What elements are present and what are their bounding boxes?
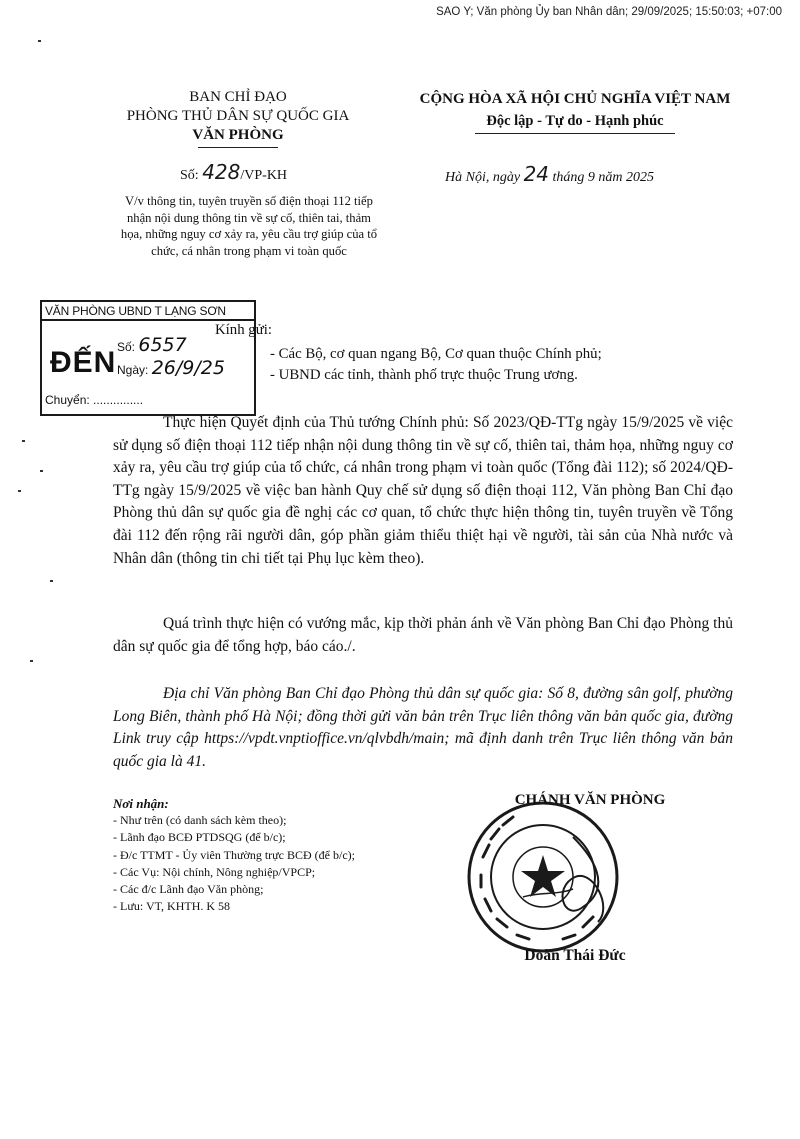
- issuer-line-2: PHÒNG THỦ DÂN SỰ QUỐC GIA: [126, 108, 350, 124]
- recipient-item: - UBND các tỉnh, thành phố trực thuộc Trung ương.: [270, 367, 578, 383]
- received-stamp-date: [117, 357, 225, 379]
- issuer-line-1: BAN CHỈ ĐẠO: [189, 89, 287, 105]
- body-paragraph-address: Địa chỉ Văn phòng Ban Chỉ đạo Phòng thủ dân sự quốc gia: Số 8, đường sân golf, phường Long Biên, thành phố Hà Nội; đồng thời gửi văn bản trên Trục liên thông văn bản quốc gia, đường Link truy cập https://vpdt.vnptioffice.vn/qlvbdh/main; mã định danh trên Trục liên thông văn bản quốc gia là 41.: [113, 685, 733, 770]
- doc-number-prefix: Số:: [180, 168, 203, 183]
- scan-speck: [50, 580, 53, 582]
- national-divider: [475, 133, 675, 134]
- distribution-item: - Các Vụ: Nội chính, Nông nghiệp/VPCP;: [113, 864, 316, 879]
- place-date-suffix: tháng 9 năm 2025: [549, 170, 655, 185]
- received-stamp-number: [117, 334, 187, 356]
- body-paragraph-2: Quá trình thực hiện có vướng mắc, kịp thời phản ánh về Văn phòng Ban Chỉ đạo Phòng thủ dân sự quốc gia để tổng hợp, báo cáo./.: [113, 615, 733, 655]
- national-header: [395, 88, 755, 134]
- received-stamp-date-label: Ngày:: [117, 363, 152, 377]
- scan-speck: [18, 490, 21, 492]
- received-stamp-den: ĐẾN: [50, 346, 117, 379]
- official-seal-icon: [463, 797, 623, 957]
- body-paragraph-1: Thực hiện Quyết định của Thủ tướng Chính phủ: Số 2023/QĐ-TTg ngày 15/9/2025 về việc sử dụng số điện thoại 112 tiếp nhận nội dung thông tin về sự cố, thiên tai, thảm họa, những nguy cơ xảy ra, yêu cầu trợ giúp của tổ chức, cá nhân trong phạm vi toàn quốc (Tổng đài 112); số 2024/QĐ-TTg ngày 15/9/2025 về việc ban hành Quy chế sử dụng số điện thoại 112, Văn phòng Ban Chỉ đạo Phòng thủ dân sự quốc gia đề nghị các cơ quan, tổ chức thực hiện thông tin, tuyên truyền về Tổng đài 112 đến rộng rãi người dân, góp phần giảm thiểu thiệt hại về người, tài sản của Nhà nước và Nhân dân (thông tin chi tiết tại Phụ lục kèm theo).: [113, 414, 733, 567]
- received-stamp: [40, 300, 256, 416]
- national-motto: Độc lập - Tự do - Hạnh phúc: [486, 113, 664, 129]
- doc-number-suffix: /VP-KH: [240, 168, 288, 183]
- received-stamp-transfer: Chuyển: ...............: [45, 393, 144, 407]
- distribution-list: [113, 795, 453, 915]
- distribution-item: - Lãnh đạo BCĐ PTDSQG (để b/c);: [113, 830, 286, 845]
- document-number: [180, 160, 287, 184]
- place-date-prefix: Hà Nội, ngày: [445, 170, 524, 185]
- doc-number-value: 428: [202, 160, 241, 184]
- issuer-header: [118, 88, 358, 148]
- recipient-item: - Các Bộ, cơ quan ngang Bộ, Cơ quan thuộc Chính phủ;: [270, 346, 602, 362]
- issuer-divider: [198, 147, 278, 148]
- recipients-label: Kính gửi:: [215, 322, 272, 338]
- received-stamp-title: VĂN PHÒNG UBND T LẠNG SƠN: [45, 304, 226, 318]
- distribution-title: Nơi nhận:: [113, 796, 169, 811]
- scan-speck: [40, 470, 43, 472]
- signer-name: Doãn Thái Đức: [524, 947, 626, 964]
- received-stamp-number-label: Số:: [117, 340, 139, 354]
- place-date: [445, 162, 654, 186]
- distribution-item: - Như trên (có danh sách kèm theo);: [113, 813, 287, 828]
- subject-line: V/v thông tin, tuyên truyền số điện thoại 112 tiếp nhận nội dung thông tin về sự cố, thiên tai, thảm họa, những nguy cơ xảy ra, yêu cầu trợ giúp của tổ chức, cá nhân trong phạm vi toàn quốc: [120, 194, 378, 258]
- signer-title: CHÁNH VĂN PHÒNG: [514, 792, 666, 808]
- issuer-line-3: VĂN PHÒNG: [192, 127, 284, 143]
- distribution-item: - Đ/c TTMT - Ủy viên Thường trực BCĐ (để b/c);: [113, 847, 355, 862]
- received-stamp-date-value: 26/9/25: [151, 357, 225, 379]
- copy-stamp: SAO Y; Văn phòng Ủy ban Nhân dân; 29/09/2025; 15:50:03; +07:00: [436, 6, 782, 18]
- place-date-day: 24: [523, 162, 550, 186]
- scan-speck: [38, 40, 41, 42]
- national-title: CỘNG HÒA XÃ HỘI CHỦ NGHĨA VIỆT NAM: [419, 91, 731, 107]
- recipients: [215, 320, 602, 386]
- scan-speck: [30, 660, 33, 662]
- distribution-item: - Lưu: VT, KHTH. K 58: [113, 899, 231, 914]
- scan-speck: [22, 440, 25, 442]
- distribution-item: - Các đ/c Lãnh đạo Văn phòng;: [113, 882, 264, 897]
- received-stamp-number-value: 6557: [138, 334, 187, 356]
